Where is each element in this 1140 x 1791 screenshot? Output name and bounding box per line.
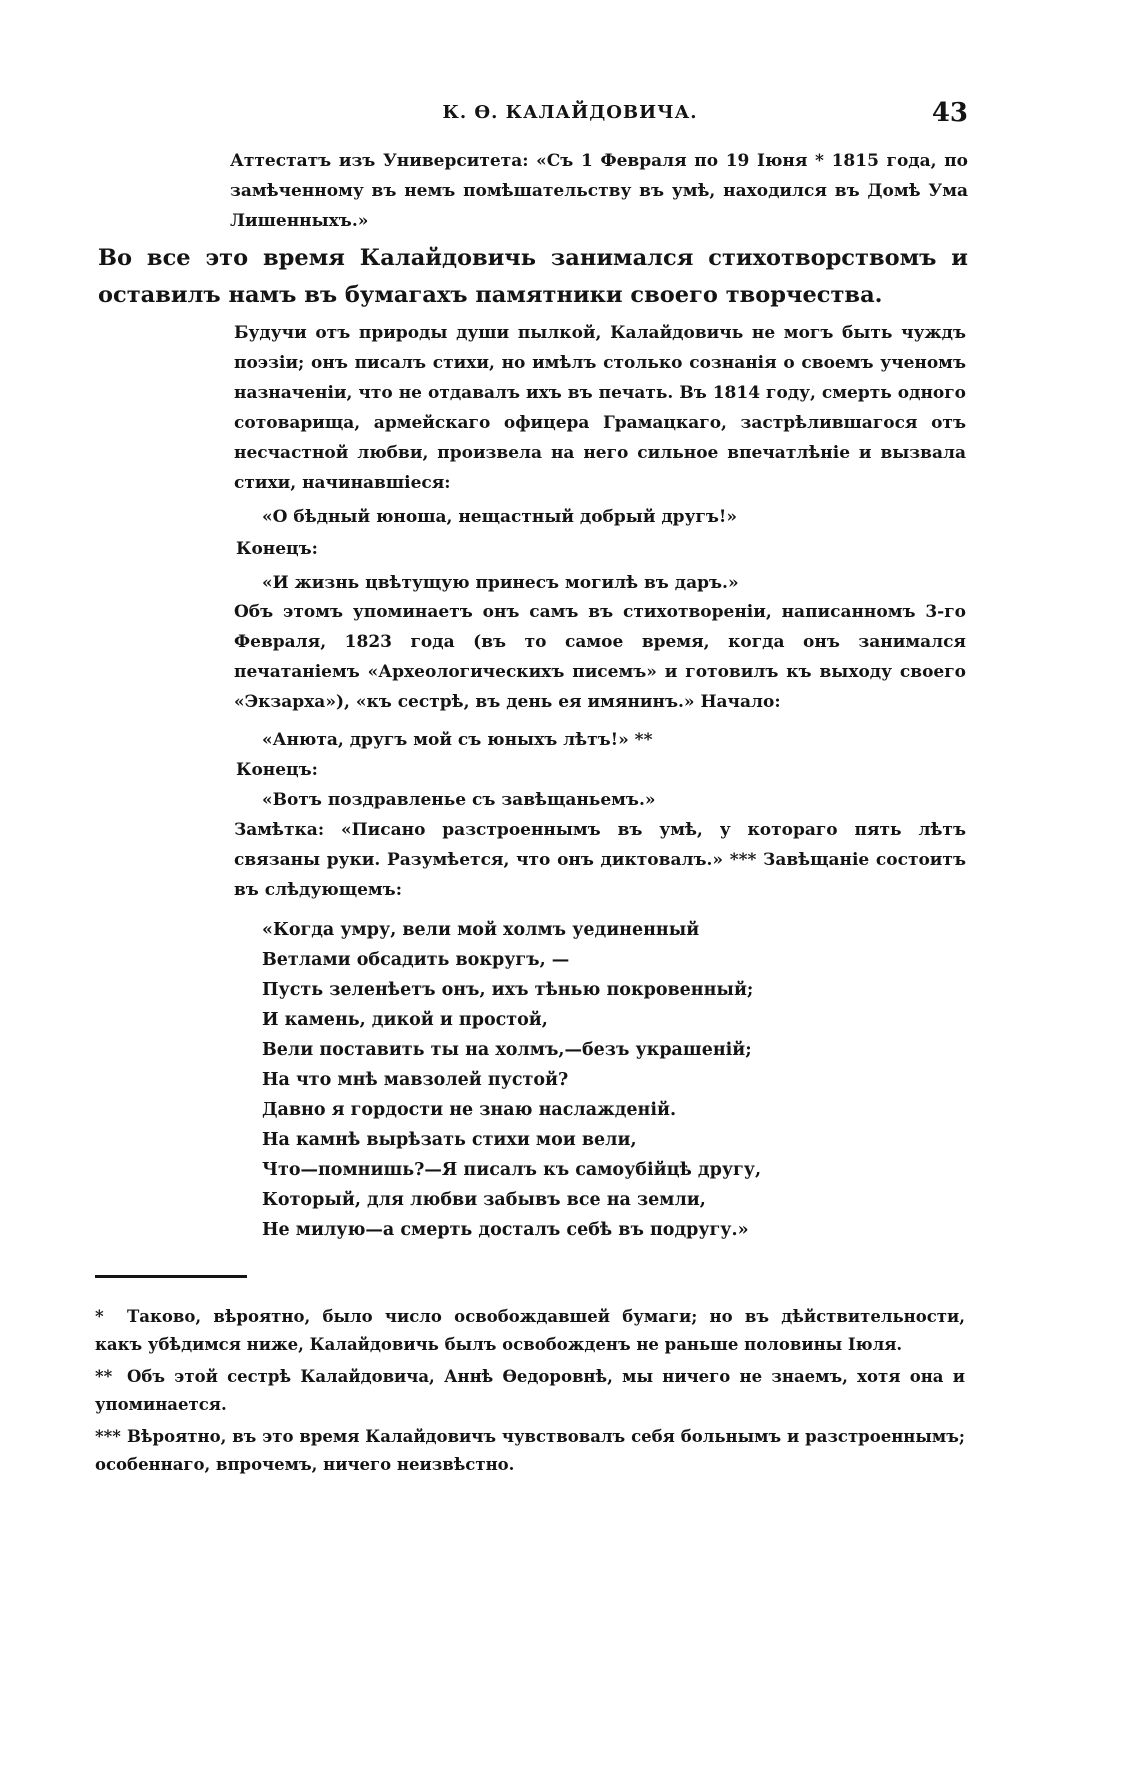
footnote-1-mark: *	[95, 1307, 104, 1326]
footnote-divider	[95, 1275, 247, 1278]
footnote-1-text: Таково, вѣроятно, было число освобождавшей бумаги; но въ дѣйствительности, какъ убѣдимся ниже, Калайдовичь былъ освобожденъ не раньше половины Іюля.	[95, 1307, 965, 1354]
poem-line: Ветлами обсадить вокругъ, —	[262, 950, 570, 970]
konets-label-2: Конецъ:	[236, 760, 318, 780]
footnote-3-text: Вѣроятно, въ это время Калайдовичъ чувствовалъ себя больнымъ и разстроеннымъ; особеннаго, впрочемъ, ничего неизвѣстно.	[95, 1427, 965, 1474]
poem-line: Не милую—а смерть досталъ себѣ въ подругу.»	[262, 1220, 749, 1240]
poem-line: Пусть зеленѣетъ онъ, ихъ тѣнью покровенный;	[262, 980, 754, 1000]
poem-line: «Когда умру, вели мой холмъ уединенный	[262, 920, 700, 940]
footnote-2-text: Объ этой сестрѣ Калайдовича, Аннѣ Ѳедоровнѣ, мы ничего не знаемъ, хотя она и упоминается.	[95, 1367, 965, 1414]
quote-1: «О бѣдный юноша, нещастный добрый другъ!»	[262, 507, 737, 527]
footnote-3	[95, 1423, 965, 1479]
attestat-paragraph: Аттестатъ изъ Университета: «Съ 1 Февраля по 19 Іюня * 1815 года, по замѣченному въ немъ помѣшательству въ умѣ, находился въ Домѣ Ума Лишенныхъ.»	[230, 151, 968, 231]
paragraph-1: Будучи отъ природы души пылкой, Калайдовичь не могъ быть чуждъ поэзіи; онъ писалъ стихи, но имѣлъ столько сознанія о своемъ ученомъ назначеніи, что не отдавалъ ихъ въ печать. Въ 1814 году, смерть одного сотоварища, армейскаго офицера Грамацкаго, застрѣлившагося отъ несчастной любви, произвела на него сильное впечатлѣніе и вызвала стихи, начинавшіеся:	[234, 323, 966, 493]
quote-4: «Вотъ поздравленье съ завѣщаньемъ.»	[262, 790, 656, 810]
intro-paragraph: Во все это время Калайдовичь занимался стихотворствомъ и оставилъ намъ въ бумагахъ памятники своего творчества.	[98, 245, 968, 308]
poem-line: На камнѣ вырѣзать стихи мои вели,	[262, 1130, 637, 1150]
footnote-1	[95, 1303, 965, 1359]
poem-line: И камень, дикой и простой,	[262, 1010, 548, 1030]
running-head	[0, 98, 1140, 134]
zametka-paragraph: Замѣтка: «Писано разстроеннымъ въ умѣ, у котораго пять лѣтъ связаны руки. Разумѣется, что онъ диктовалъ.» *** Завѣщаніе состоитъ въ слѣдующемъ:	[234, 820, 966, 900]
poem-line: Вели поставить ты на холмъ,—безъ украшеній;	[262, 1040, 752, 1060]
quote-3: «Анюта, другъ мой съ юныхъ лѣтъ!» **	[262, 730, 653, 750]
quote-2: «И жизнь цвѣтущую принесъ могилѣ въ даръ.»	[262, 573, 739, 593]
poem-line: На что мнѣ мавзолей пустой?	[262, 1070, 569, 1090]
running-title: К. Ѳ. КАЛАЙДОВИЧА.	[442, 102, 698, 123]
poem	[262, 915, 962, 1245]
poem-line: Который, для любви забывъ все на земли,	[262, 1190, 706, 1210]
poem-line: Давно я гордости не знаю наслажденій.	[262, 1100, 677, 1120]
footnote-3-mark: ***	[95, 1427, 121, 1446]
footnote-2	[95, 1363, 965, 1419]
footnotes	[95, 1303, 965, 1479]
paragraph-2: Объ этомъ упоминаетъ онъ самъ въ стихотвореніи, написанномъ 3-го Февраля, 1823 года (въ то самое время, когда онъ занимался печатаніемъ «Археологическихъ писемъ» и готовилъ къ выходу своего «Экзарха»), «къ сестрѣ, въ день ея имянинъ.» Начало:	[234, 602, 966, 712]
konets-label-1: Конецъ:	[236, 539, 318, 559]
poem-line: Что—помнишь?—Я писалъ къ самоубійцѣ другу,	[262, 1160, 762, 1180]
page-number: 43	[931, 98, 968, 128]
footnote-2-mark: **	[95, 1367, 113, 1386]
